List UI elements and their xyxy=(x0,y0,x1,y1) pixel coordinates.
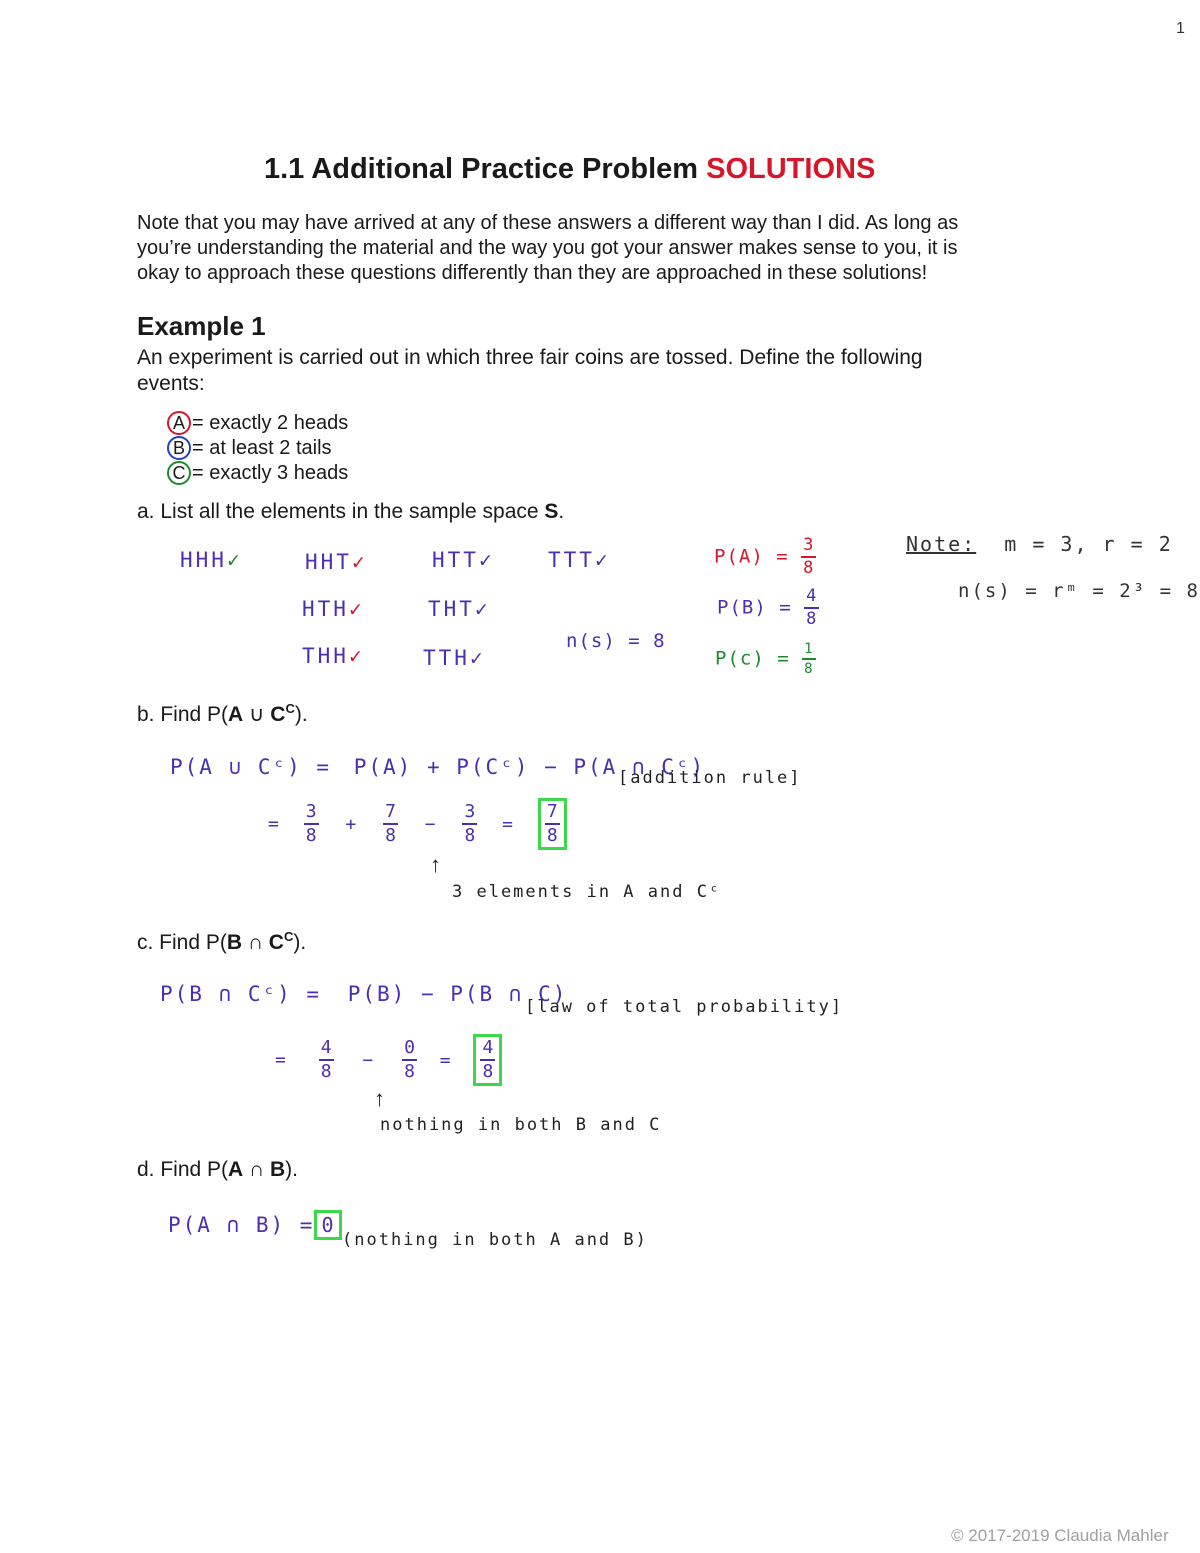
footer-copyright: © 2017-2019 Claudia Mahler xyxy=(951,1526,1169,1545)
outcome-htt xyxy=(432,548,495,572)
prompt-text: ). xyxy=(285,1158,298,1181)
circled-letter-c: C xyxy=(167,461,191,485)
eq-rhs: P(A) + P(Cᶜ) − P(A ∩ Cᶜ) xyxy=(353,755,706,779)
outcome-ttt xyxy=(548,548,611,572)
numerator: 4 xyxy=(319,1039,334,1061)
eq-lhs: P(B ∩ Cᶜ) = xyxy=(160,982,322,1006)
denominator: 8 xyxy=(385,825,396,846)
part-b-computation xyxy=(268,798,567,850)
eq-lhs: P(A ∪ Cᶜ) = xyxy=(170,755,332,779)
operator: − xyxy=(424,813,436,835)
event-list xyxy=(167,411,348,486)
outcome-tht xyxy=(428,597,491,621)
check-icon: ✓ xyxy=(348,597,365,621)
description-line: An experiment is carried out in which three fair coins are tossed. Define the following xyxy=(137,346,923,369)
prompt-text: . xyxy=(558,500,565,523)
outcome-text: THT xyxy=(428,597,475,621)
fraction xyxy=(802,642,815,676)
intro-line: you’re understanding the material and the way you got your answer makes sense to you, it is xyxy=(137,237,958,259)
prompt-bold: A xyxy=(228,1158,244,1181)
part-c-prompt xyxy=(137,929,306,955)
eq-rhs: P(B) − P(B ∩ C) xyxy=(347,982,568,1006)
title-main: 1.1 Additional Practice Problem xyxy=(264,153,707,185)
outcome-text: HTT xyxy=(432,548,479,572)
prob-b xyxy=(717,588,819,628)
outcome-text: HHT xyxy=(305,550,352,574)
outcome-thh xyxy=(302,644,365,668)
denominator: 8 xyxy=(305,825,317,846)
note-line-2: n(s) = rᵐ = 2³ = 8 xyxy=(958,580,1200,602)
title-highlight: SOLUTIONS xyxy=(706,153,876,185)
part-b-annotation: 3 elements in A and Cᶜ xyxy=(452,882,722,902)
equals-sign: = xyxy=(275,1049,286,1071)
check-icon: ✓ xyxy=(594,548,611,572)
note xyxy=(906,532,1173,556)
fraction xyxy=(319,1039,334,1081)
equals-sign: = xyxy=(502,813,513,835)
event-c xyxy=(167,461,348,486)
fraction xyxy=(383,803,398,845)
circled-letter-b: B xyxy=(167,436,191,460)
prompt-sup: C xyxy=(283,929,294,944)
prompt-bold: B xyxy=(269,1158,286,1181)
arrow-icon: ↑ xyxy=(374,1086,385,1111)
prob-label: P(c) = xyxy=(715,647,790,670)
prompt-text: ). xyxy=(293,931,307,954)
event-a xyxy=(167,411,348,436)
arrow-icon: ↑ xyxy=(430,852,441,877)
answer-box: 0 xyxy=(314,1210,342,1240)
operator: + xyxy=(345,813,357,835)
sample-space-size: n(s) = 8 xyxy=(566,630,666,652)
example-heading: Example 1 xyxy=(137,311,266,341)
fraction xyxy=(545,803,560,845)
fraction xyxy=(804,588,819,628)
prompt-text: a. List all the elements in the sample space xyxy=(137,500,545,523)
part-c-computation xyxy=(275,1034,502,1086)
part-c-equation xyxy=(160,982,567,1006)
prompt-text: d. Find P( xyxy=(137,1158,229,1181)
numerator: 3 xyxy=(462,803,477,825)
note-label: Note: xyxy=(906,532,977,556)
numerator: 0 xyxy=(402,1039,417,1061)
check-icon: ✓ xyxy=(351,550,368,574)
eq-lhs: P(A ∩ B) = xyxy=(168,1213,315,1237)
denominator: 8 xyxy=(320,1061,332,1082)
event-b xyxy=(167,436,348,461)
event-text: = at least 2 tails xyxy=(192,437,332,459)
prob-label: P(A) = xyxy=(714,545,789,568)
outcome-text: THH xyxy=(302,644,349,668)
numerator: 4 xyxy=(804,588,819,609)
check-icon: ✓ xyxy=(469,646,486,670)
intro-line: Note that you may have arrived at any of these answers a different way than I did. As long as xyxy=(137,212,959,234)
event-text: = exactly 2 heads xyxy=(192,412,349,434)
denominator: 8 xyxy=(404,1061,415,1082)
part-b-prompt xyxy=(137,701,308,727)
fraction xyxy=(462,803,477,845)
operator: − xyxy=(362,1049,374,1071)
fraction xyxy=(801,537,816,577)
numerator: 3 xyxy=(304,803,319,825)
circled-letter-a: A xyxy=(167,411,191,435)
event-text: = exactly 3 heads xyxy=(192,462,349,484)
prompt-text: ∩ xyxy=(242,931,269,954)
page-number: 1 xyxy=(1176,20,1185,37)
part-b-rule: [addition rule] xyxy=(618,768,802,788)
denominator: 8 xyxy=(546,825,558,846)
denominator: 8 xyxy=(464,825,476,846)
outcome-hth xyxy=(302,597,365,621)
page-title xyxy=(264,153,875,186)
intro-paragraph xyxy=(137,211,958,286)
denominator: 8 xyxy=(482,1061,494,1082)
part-d-equation xyxy=(168,1210,342,1240)
prob-c xyxy=(715,642,816,676)
denominator: 8 xyxy=(803,558,815,578)
equals-sign: = xyxy=(439,1049,451,1071)
check-icon: ✓ xyxy=(348,644,365,668)
answer-box xyxy=(473,1034,502,1086)
check-icon: ✓ xyxy=(226,548,243,572)
prompt-text: ). xyxy=(294,703,308,726)
check-icon: ✓ xyxy=(478,548,495,572)
denominator: 8 xyxy=(806,609,818,629)
fraction xyxy=(402,1039,417,1081)
prompt-bold: A xyxy=(228,703,244,726)
outcome-text: TTH xyxy=(423,646,470,670)
part-c-rule: [law of total probability] xyxy=(525,997,844,1017)
numerator: 1 xyxy=(802,642,815,660)
prompt-text: ∩ xyxy=(243,1158,270,1181)
numerator: 7 xyxy=(545,803,560,825)
numerator: 7 xyxy=(383,803,398,825)
prompt-text: c. Find P( xyxy=(137,931,227,954)
numerator: 4 xyxy=(480,1039,495,1061)
outcome-tth xyxy=(423,646,486,670)
prompt-bold: S xyxy=(544,500,559,523)
outcome-hhh xyxy=(180,548,243,572)
prompt-bold: B xyxy=(226,931,243,954)
answer-box xyxy=(538,798,567,850)
outcome-hht xyxy=(305,550,368,574)
equals-sign: = xyxy=(268,813,279,835)
prompt-bold: C xyxy=(268,931,284,954)
outcome-text: TTT xyxy=(548,548,595,572)
part-a-prompt xyxy=(137,500,564,524)
numerator: 3 xyxy=(801,537,816,558)
prob-a xyxy=(714,537,816,577)
part-d-prompt xyxy=(137,1158,298,1182)
intro-line: okay to approach these questions differently than they are approached in these solutions! xyxy=(137,262,928,284)
prompt-sup: C xyxy=(285,701,295,716)
denominator: 8 xyxy=(804,661,814,677)
fraction xyxy=(304,803,319,845)
part-d-annotation: (nothing in both A and B) xyxy=(342,1230,648,1250)
note-line: m = 3, r = 2 xyxy=(1004,532,1173,556)
prompt-text: ∪ xyxy=(243,703,271,726)
prompt-text: b. Find P( xyxy=(137,703,229,726)
prompt-bold: C xyxy=(270,703,286,726)
example-description xyxy=(137,345,923,397)
outcome-text: HTH xyxy=(302,597,349,621)
check-icon: ✓ xyxy=(474,597,491,621)
part-c-annotation: nothing in both B and C xyxy=(380,1115,662,1135)
description-line: events: xyxy=(137,372,205,395)
fraction xyxy=(480,1039,495,1081)
prob-label: P(B) = xyxy=(717,596,792,619)
outcome-text: HHH xyxy=(180,548,227,572)
